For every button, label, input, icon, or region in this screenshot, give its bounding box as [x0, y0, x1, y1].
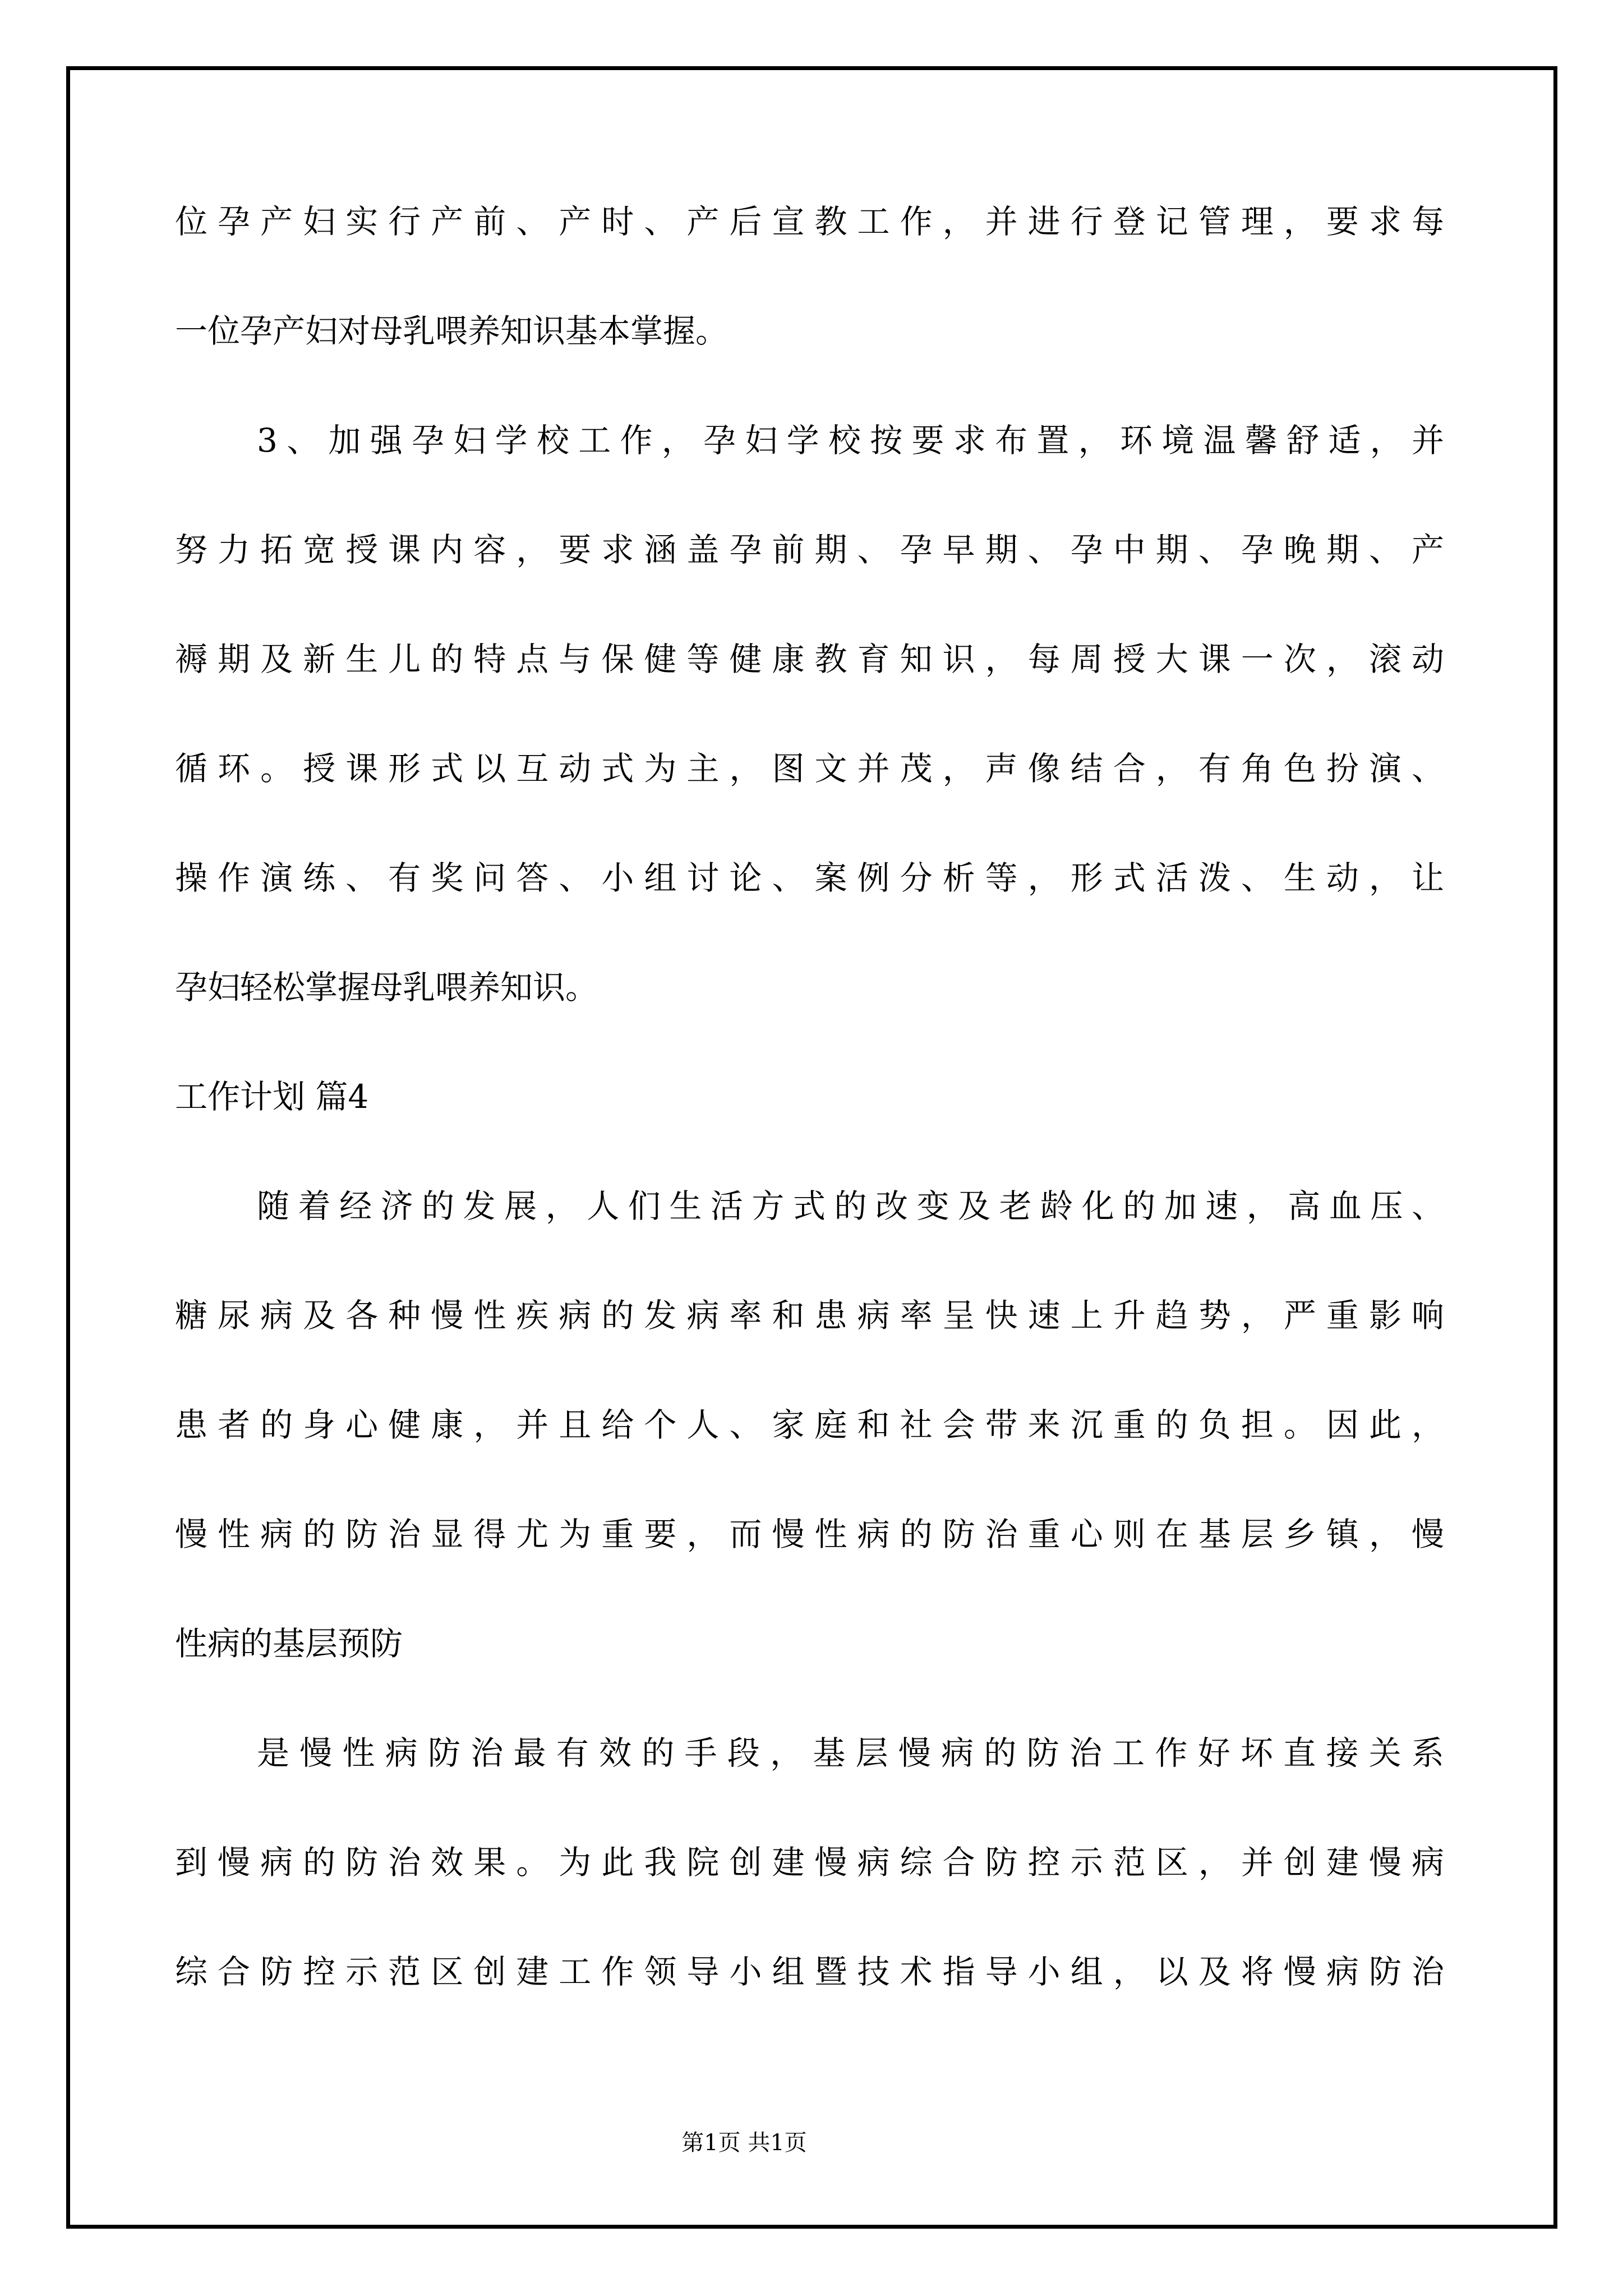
section-heading: 工作计划 篇4 — [175, 1078, 369, 1116]
text-line: 慢性病的防治显得尤为重要，而慢性病的防治重心则在基层乡镇，慢 — [175, 1515, 1444, 1553]
page-footer: 第1页 共1页 — [681, 2130, 807, 2156]
text-line: 孕妇轻松掌握母乳喂养知识。 — [175, 968, 598, 1006]
document-body — [175, 167, 1444, 2027]
text-line: 综合防控示范区创建工作领导小组暨技术指导小组，以及将慢病防治 — [175, 1953, 1444, 1991]
text-line: 操作演练、有奖问答、小组讨论、案例分析等，形式活泼、生动，让 — [175, 859, 1444, 897]
text-line: 患者的身心健康，并且给个人、家庭和社会带来沉重的负担。因此， — [175, 1406, 1444, 1444]
text-line: 褥期及新生儿的特点与保健等健康教育知识，每周授大课一次，滚动 — [175, 640, 1444, 678]
text-line: 位孕产妇实行产前、产时、产后宣教工作，并进行登记管理，要求每 — [175, 203, 1444, 241]
text-line: 一位孕产妇对母乳喂养知识基本掌握。 — [175, 312, 728, 350]
text-line: 性病的基层预防 — [175, 1625, 403, 1663]
text-line: 糖尿病及各种慢性疾病的发病率和患病率呈快速上升趋势，严重影响 — [175, 1296, 1444, 1335]
text-line: 循环。授课形式以互动式为主，图文并茂，声像结合，有角色扮演、 — [175, 749, 1444, 788]
text-line: 随着经济的发展，人们生活方式的改变及老龄化的加速，高血压、 — [257, 1187, 1444, 1225]
text-line: 3、加强孕妇学校工作，孕妇学校按要求布置，环境温馨舒适，并 — [257, 421, 1444, 459]
text-line: 努力拓宽授课内容，要求涵盖孕前期、孕早期、孕中期、孕晚期、产 — [175, 531, 1444, 569]
text-line: 到慢病的防治效果。为此我院创建慢病综合防控示范区，并创建慢病 — [175, 1843, 1444, 1881]
text-line: 是慢性病防治最有效的手段，基层慢病的防治工作好坏直接关系 — [257, 1734, 1444, 1772]
